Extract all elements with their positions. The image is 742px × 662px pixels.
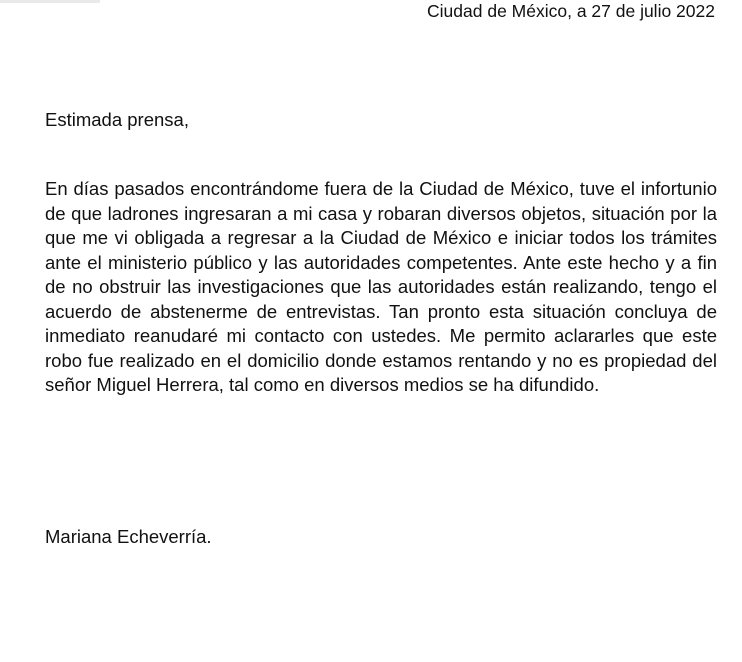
place-date: Ciudad de México, a 27 de julio 2022: [427, 1, 715, 21]
salutation: Estimada prensa,: [45, 109, 189, 130]
letter-body: En días pasados encontrándome fuera de la Ciudad de México, tuve el infortunio de que ladrones ingresaran a mi casa y robaran diversos objetos, situación por la que me vi obligada a regresar a la Ciudad de México e iniciar todos los trámites ante el ministerio público y las autoridades competentes. Ante este hecho y a fin de no obstruir las investigaciones que las autoridades están realizando, tengo el acuerdo de abstenerme de entrevistas. Tan pronto esta situación concluya de inmediato reanudaré mi contacto con ustedes. Me permito aclararles que este robo fue realizado en el domicilio donde estamos rentando y no es propiedad del señor Miguel Herrera, tal como en diversos medios se ha difundido.: [45, 178, 717, 395]
signature: Mariana Echeverría.: [45, 526, 212, 547]
corner-artifact: [0, 0, 100, 3]
